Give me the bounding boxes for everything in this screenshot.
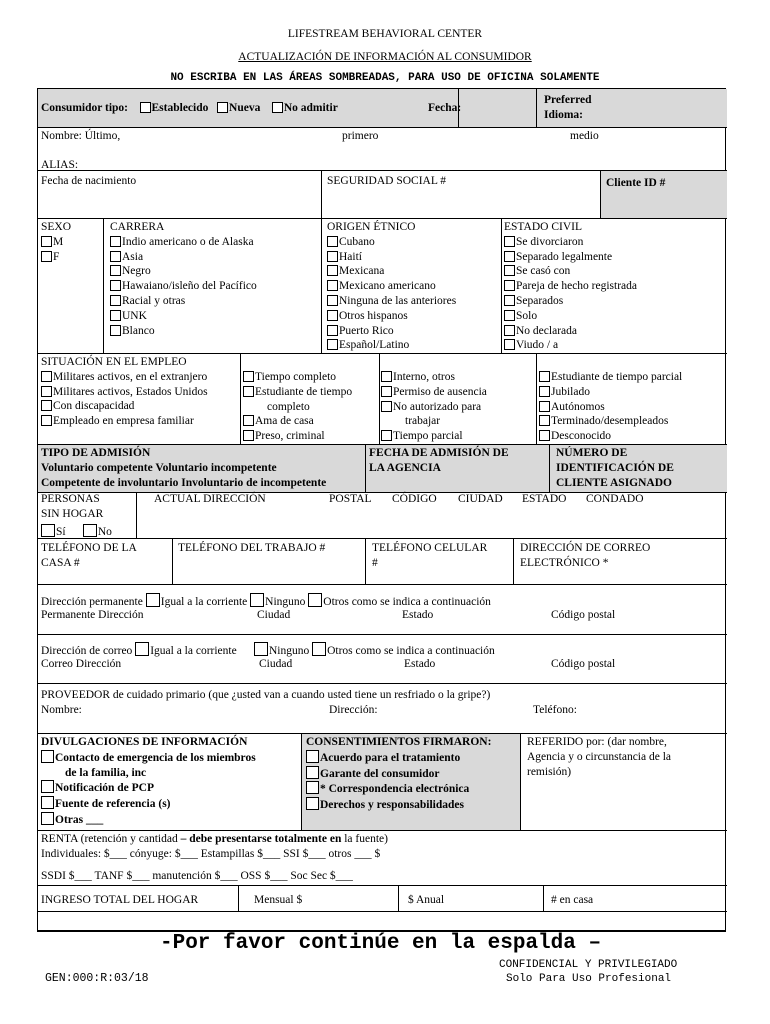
telefono-casa-label: TELÉFONO DE LA CASA # [41, 542, 137, 569]
empleo-checkbox[interactable] [243, 371, 254, 382]
empleo-checkbox[interactable] [243, 386, 254, 397]
perm-ciudad-label: Ciudad [257, 609, 291, 621]
origen-checkbox[interactable] [327, 265, 338, 276]
origen-checkbox[interactable] [327, 325, 338, 336]
ssn-label: SEGURIDAD SOCIAL # [327, 175, 447, 187]
perm-ninguno-checkbox[interactable] [250, 593, 264, 607]
empleo-checkbox[interactable] [381, 386, 392, 397]
fecha-nacimiento-label: Fecha de nacimiento [41, 175, 137, 187]
consentimientos-section: CONSENTIMIENTOS FIRMARON: Acuerdo para el tratamiento Garante del consumidor * Correspondencia electrónica Derechos y responsabilidades [306, 736, 492, 812]
telefono-trabajo-label: TELÉFONO DEL TRABAJO # [178, 542, 326, 554]
alias-label: ALIAS: [41, 159, 79, 171]
consumer-type-group: Consumidor tipo: Establecido Nueva No admitir [41, 102, 338, 114]
divulgacion-checkbox[interactable] [41, 812, 54, 825]
ingreso-anual-label: $ Anual [408, 894, 445, 906]
empleo-checkbox[interactable] [381, 430, 392, 441]
empleo-checkbox[interactable] [243, 415, 254, 426]
estado-civil-checkbox[interactable] [504, 236, 515, 247]
mail-ninguno-checkbox[interactable] [254, 642, 268, 656]
perm-cp-label: Código postal [551, 609, 616, 621]
perm-otros-checkbox[interactable] [308, 593, 322, 607]
form-code: GEN:000:R:03/18 [45, 972, 149, 985]
carrera-checkbox[interactable] [110, 325, 121, 336]
renta-individuales: Individuales: $___ cónyuge: $___ Estampillas $___ SSI $___ otros ___ $ [41, 848, 381, 860]
actual-direccion-label: ACTUAL DIRECCIÓN [154, 493, 266, 505]
perm-estado-label: Estado [402, 609, 434, 621]
perm-direccion-label: Permanente Dirección [41, 609, 144, 621]
empleo-checkbox[interactable] [381, 401, 392, 412]
divulgacion-checkbox[interactable] [41, 780, 54, 793]
referido-section: REFERIDO por: (dar nombre, Agencia y o circunstancia de la remisión) [527, 736, 672, 778]
idioma-label: Idioma: [544, 109, 583, 121]
estado-civil-checkbox[interactable] [504, 325, 515, 336]
renta-label: RENTA (retención y cantidad – debe presentarse totalmente en la fuente) [41, 833, 388, 845]
primero-label: primero [342, 130, 379, 142]
divulgacion-checkbox[interactable] [41, 796, 54, 809]
estado-civil-section: ESTADO CIVIL Se divorciaron Separado legalmente Se casó con Pareja de hecho registrada Separados Solo No declarada Viudo / a [504, 221, 638, 352]
preferred-label: Preferred [544, 94, 592, 106]
empleo-checkbox[interactable] [539, 386, 550, 397]
empleo-col1: SITUACIÓN EN EL EMPLEO Militares activos, en el extranjero Militares activos, Estados Unidos Con discapacidad Empleado en empresa familiar [41, 356, 208, 428]
email-label: DIRECCIÓN DE CORREO ELECTRÓNICO * [520, 542, 651, 569]
estado-civil-checkbox[interactable] [504, 265, 515, 276]
nombre-label: Nombre: Último, [41, 130, 121, 142]
nueva-checkbox[interactable] [217, 102, 228, 113]
empleo-checkbox[interactable] [539, 401, 550, 412]
empleo-checkbox[interactable] [41, 371, 52, 382]
medio-label: medio [570, 130, 599, 142]
origen-checkbox[interactable] [327, 251, 338, 262]
tipo-admision: TIPO DE ADMISIÓN Voluntario competente Voluntario incompetente Competente de involuntario Involuntario de incompetente [41, 447, 327, 489]
perm-igual-checkbox[interactable] [146, 593, 160, 607]
pcp-nombre-label: Nombre: [41, 704, 82, 716]
homeless-section: PERSONAS SIN HOGAR Sí No [41, 493, 112, 538]
consentimiento-checkbox[interactable] [306, 766, 319, 779]
empleo-checkbox[interactable] [539, 371, 550, 382]
renta-ssdi: SSDI $___ TANF $___ manutención $___ OSS $___ Soc Sec $___ [41, 870, 353, 882]
office-use-notice: NO ESCRIBA EN LAS ÁREAS SOMBREADAS, PARA USO DE OFICINA SOLAMENTE [170, 72, 600, 84]
origen-checkbox[interactable] [327, 339, 338, 350]
mail-ciudad-label: Ciudad [259, 658, 293, 670]
empleo-col3: Interno, otros Permiso de ausencia No autorizado para trabajar Tiempo parcial [381, 370, 487, 444]
perm-address-row: Dirección permanente Igual a la corriente Ninguno Otros como se indica a continuación [41, 593, 491, 609]
empleo-checkbox[interactable] [539, 430, 550, 441]
estado-civil-checkbox[interactable] [504, 295, 515, 306]
codigo-label: CÓDIGO [392, 493, 437, 505]
form-grid [37, 88, 726, 932]
mail-direccion-label: Correo Dirección [41, 658, 122, 670]
carrera-checkbox[interactable] [110, 280, 121, 291]
establecido-checkbox[interactable] [140, 102, 151, 113]
divulgacion-checkbox[interactable] [41, 750, 54, 763]
empleo-checkbox[interactable] [41, 386, 52, 397]
en-casa-label: # en casa [551, 894, 594, 906]
telefono-celular-label: TELÉFONO CELULAR # [372, 542, 488, 569]
numero-cliente: NÚMERO DE IDENTIFICACIÓN DE CLIENTE ASIGNADO [556, 447, 674, 489]
carrera-checkbox[interactable] [110, 236, 121, 247]
carrera-checkbox[interactable] [110, 251, 121, 262]
carrera-checkbox[interactable] [110, 295, 121, 306]
org-name: LIFESTREAM BEHAVIORAL CENTER [287, 28, 483, 40]
sexo-m-checkbox[interactable] [41, 236, 52, 247]
fecha-admision: FECHA DE ADMISIÓN DE LA AGENCIA [369, 447, 509, 474]
mail-estado-label: Estado [404, 658, 436, 670]
estado-civil-checkbox[interactable] [504, 251, 515, 262]
empleo-checkbox[interactable] [41, 400, 52, 411]
origen-checkbox[interactable] [327, 295, 338, 306]
empleo-checkbox[interactable] [539, 415, 550, 426]
mail-cp-label: Código postal [551, 658, 616, 670]
estado-civil-checkbox[interactable] [504, 339, 515, 350]
consentimiento-checkbox[interactable] [306, 750, 319, 763]
no-admitir-checkbox[interactable] [272, 102, 283, 113]
origen-checkbox[interactable] [327, 310, 338, 321]
estado-civil-checkbox[interactable] [504, 280, 515, 291]
ingreso-mensual-label: Mensual $ [254, 894, 303, 906]
form-title: ACTUALIZACIÓN DE INFORMACIÓN AL CONSUMIDOR [238, 51, 532, 63]
cliente-id-label: Cliente ID # [606, 177, 666, 189]
origen-section: ORIGEN ÉTNICO Cubano Haití Mexicana Mexicano americano Ninguna de las anteriores Otros hispanos Puerto Rico Español/Latino [327, 221, 457, 352]
confidential-label: CONFIDENCIAL Y PRIVILEGIADO [499, 959, 678, 971]
mail-address-row: Dirección de correo Igual a la corriente Ninguno Otros como se indica a continuación [41, 642, 495, 658]
carrera-section: CARRERA Indio americano o de Alaska Asia Negro Hawaiano/isleño del Pacífico Racial y otras UNK Blanco [110, 221, 257, 337]
estado-civil-checkbox[interactable] [504, 310, 515, 321]
divulgaciones-section: DIVULGACIONES DE INFORMACIÓN Contacto de emergencia de los miembros de la familia, inc Notificación de PCP Fuente de referencia (s) Otras ___ [41, 736, 256, 826]
empleo-checkbox[interactable] [41, 415, 52, 426]
empleo-col2: Tiempo completo Estudiante de tiempo completo Ama de casa Preso, criminal [243, 370, 352, 444]
mail-igual-checkbox[interactable] [135, 642, 149, 656]
pcp-direccion-label: Dirección: [329, 704, 378, 716]
fecha-label: Fecha: [428, 102, 462, 114]
carrera-checkbox[interactable] [110, 310, 121, 321]
mail-otros-checkbox[interactable] [312, 642, 326, 656]
empleo-checkbox[interactable] [381, 371, 392, 382]
ingreso-total-label: INGRESO TOTAL DEL HOGAR [41, 894, 199, 906]
homeless-no-checkbox[interactable] [83, 524, 97, 537]
origen-checkbox[interactable] [327, 280, 338, 291]
estado-label: ESTADO [522, 493, 567, 505]
homeless-si-checkbox[interactable] [41, 524, 55, 537]
pcp-telefono-label: Teléfono: [533, 704, 577, 716]
carrera-checkbox[interactable] [110, 265, 121, 276]
continue-notice: -Por favor continúe en la espalda – [160, 932, 602, 955]
empleo-checkbox[interactable] [243, 430, 254, 441]
sexo-f-checkbox[interactable] [41, 251, 52, 262]
consentimiento-checkbox[interactable] [306, 797, 319, 810]
postal-label: POSTAL [329, 493, 372, 505]
empleo-col4: Estudiante de tiempo parcial Jubilado Autónomos Terminado/desempleados Desconocido [539, 370, 682, 444]
empleo-label: SITUACIÓN EN EL EMPLEO [41, 356, 187, 368]
condado-label: CONDADO [586, 493, 644, 505]
professional-use-label: Solo Para Uso Profesional [506, 973, 672, 985]
consumer-type-label: Consumidor tipo: [41, 102, 129, 114]
consentimiento-checkbox[interactable] [306, 781, 319, 794]
origen-checkbox[interactable] [327, 236, 338, 247]
pcp-label: PROVEEDOR de cuidado primario (que ¿usted van a cuando usted tiene un resfriado o la gripe?) [41, 689, 491, 701]
sexo-section: SEXO M F [41, 221, 72, 263]
ciudad-label: CIUDAD [458, 493, 503, 505]
